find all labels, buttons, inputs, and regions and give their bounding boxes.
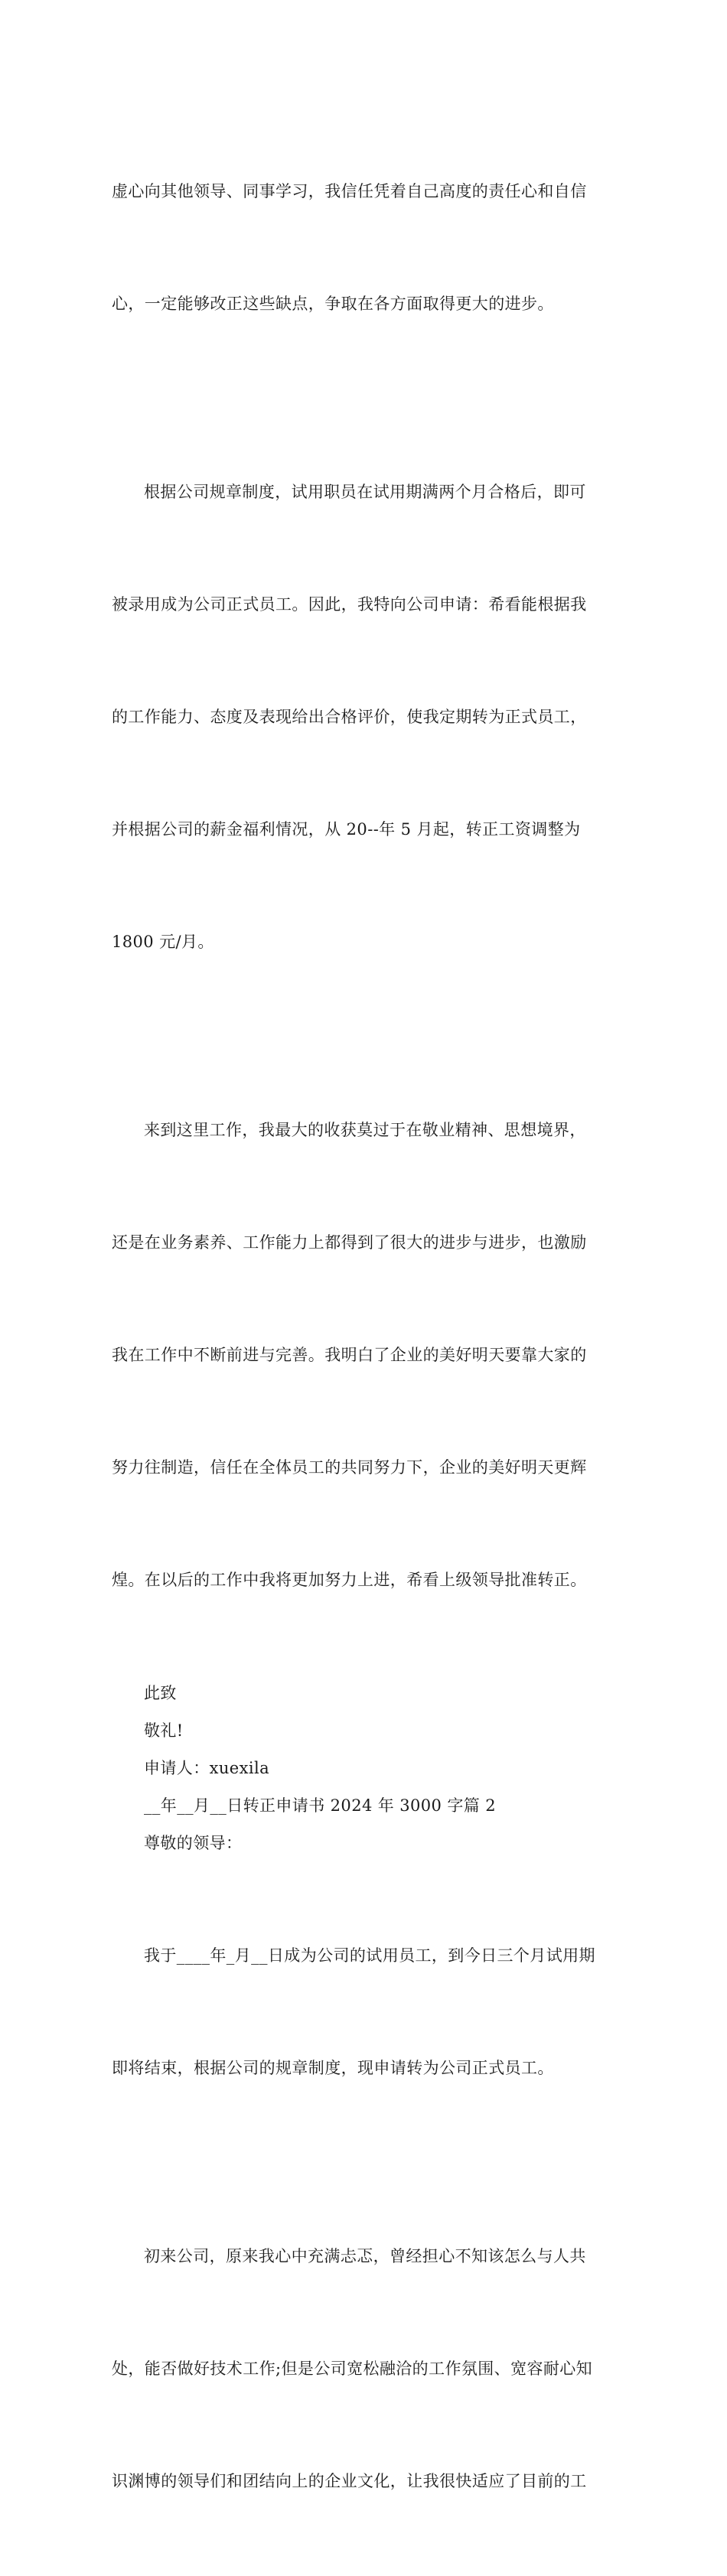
section-title: __年__月__日转正申请书 2024 年 3000 字篇 2	[144, 1796, 497, 1815]
text-line: 即将结束，根据公司的规章制度，现申请转为公司正式员工。	[112, 2059, 554, 2077]
text-line: 初来公司，原来我心中充满忐忑，曾经担心不知该怎么与人共	[144, 2247, 586, 2265]
text-line: 并根据公司的薪金福利情况，从 20--年 5 月起，转正工资调整为	[112, 820, 581, 839]
text-line: 被录用成为公司正式员工。因此，我特向公司申请：希看能根据我	[112, 595, 587, 614]
document-page	[112, 98, 620, 2576]
paragraph-5	[112, 2163, 620, 2575]
paragraph-2	[112, 399, 620, 1036]
text-line: 处，能否做好技术工作;但是公司宽松融洽的工作氛围、宽容耐心知	[112, 2359, 593, 2378]
text-line: 识渊博的领导们和团结向上的企业文化，让我很快适应了目前的工	[112, 2472, 587, 2490]
salutation: 尊敬的领导：	[144, 1834, 243, 1852]
text-line: 1800 元/月。	[112, 933, 214, 951]
paragraph-1	[112, 98, 620, 398]
paragraph-3	[112, 1037, 620, 1674]
closing-line-1: 此致	[144, 1684, 177, 1702]
text-line: 心，一定能够改正这些缺点，争取在各方面取得更大的进步。	[112, 295, 554, 313]
text-line: 来到这里工作，我最大的收获莫过于在敬业精神、思想境界，	[144, 1121, 586, 1139]
applicant-line: 申请人：xuexila	[144, 1759, 269, 1777]
text-line: 虚心向其他领导、同事学习，我信任凭着自己高度的责任心和自信	[112, 182, 587, 200]
text-line: 还是在业务素养、工作能力上都得到了很大的进步与进步，也激励	[112, 1233, 587, 1252]
text-line: 努力往制造，信任在全体员工的共同努力下，企业的美好明天更辉	[112, 1458, 587, 1477]
text-line: 的工作能力、态度及表现给出合格评价，使我定期转为正式员工，	[112, 708, 587, 726]
closing-line-2: 敬礼!	[144, 1721, 184, 1740]
text-line: 根据公司规章制度，试用职员在试用期满两个月合格后，即可	[144, 483, 586, 501]
text-line: 我于____年_月__日成为公司的试用员工，到今日三个月试用期	[144, 1946, 595, 1965]
text-line: 我在工作中不断前进与完善。我明白了企业的美好明天要靠大家的	[112, 1346, 587, 1364]
text-line: 煌。在以后的工作中我将更加努力上进，希看上级领导批准转正。	[112, 1571, 587, 1589]
paragraph-4	[112, 1862, 620, 2162]
